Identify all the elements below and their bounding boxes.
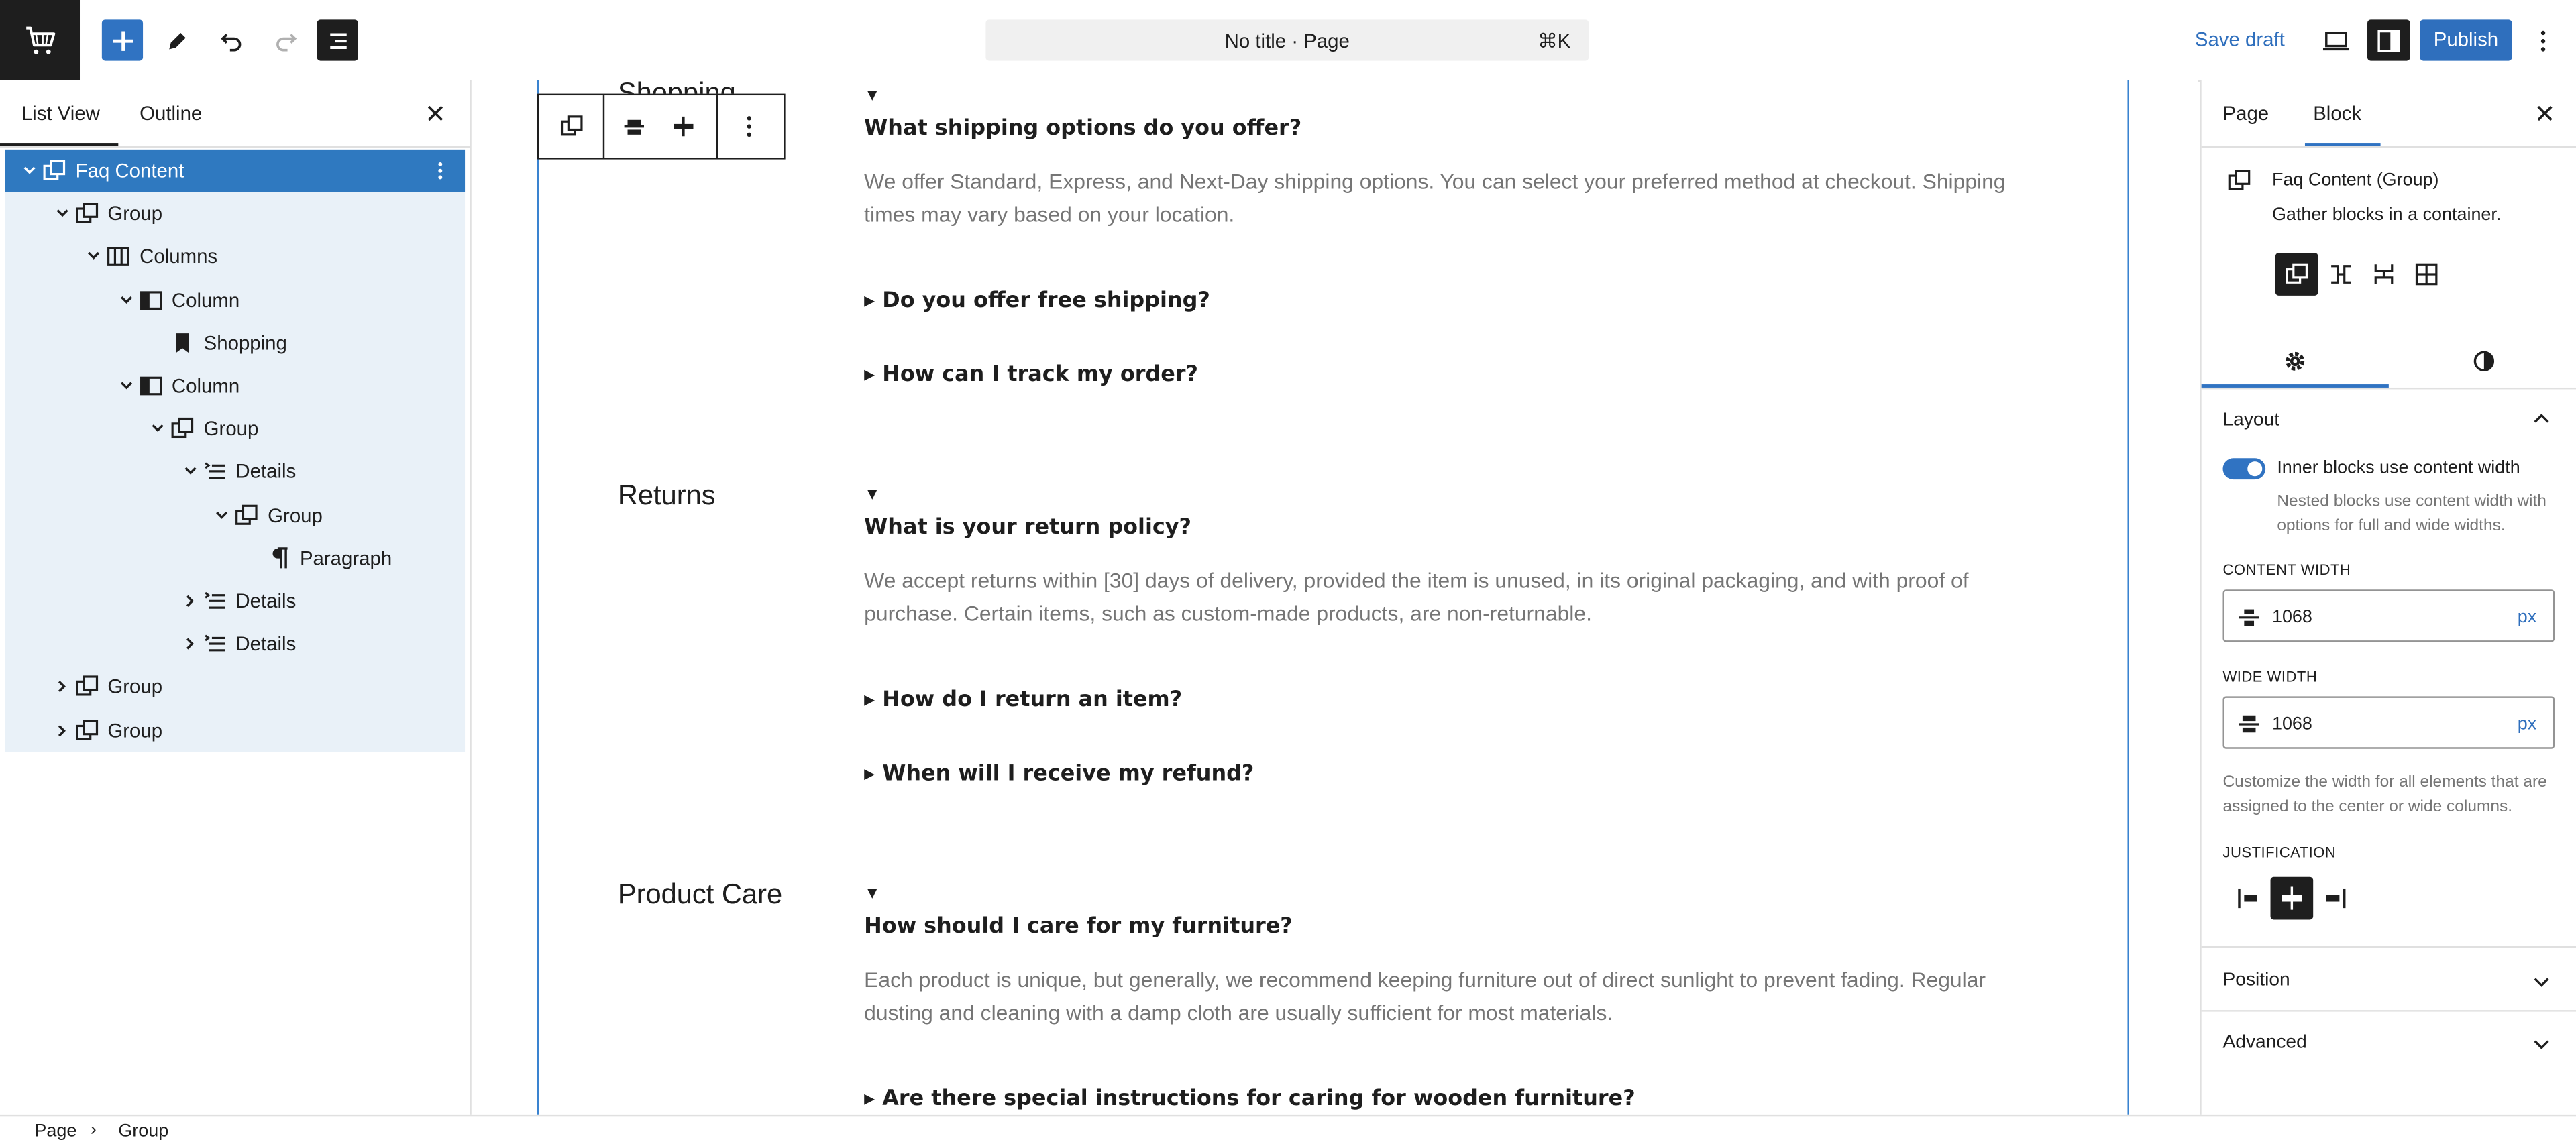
- settings-sidebar: [2200, 80, 2576, 1115]
- details-open-marker[interactable]: ▼: [864, 87, 881, 105]
- settings-sidebar-icon[interactable]: [2367, 19, 2410, 60]
- breadcrumb-item[interactable]: Page: [34, 1121, 77, 1142]
- chevron-down-icon[interactable]: [54, 206, 70, 222]
- wide-width-label: WIDE WIDTH: [2222, 668, 2318, 685]
- list-view-row[interactable]: [5, 365, 465, 408]
- list-view-row[interactable]: [5, 494, 465, 536]
- list-view-row-label: Group: [268, 503, 323, 527]
- faq-answer[interactable]: We accept returns within [30] days of delivery, provided the item is unused, in its original packaging, and with proof of purchase. Certain items, such as custom-made products, are non-returnable.: [864, 568, 1969, 625]
- document-overview-list-icon[interactable]: [317, 19, 358, 60]
- content-width-input[interactable]: [2222, 589, 2555, 642]
- list-view-row-label: Details: [235, 632, 297, 656]
- chevron-down-icon[interactable]: [85, 249, 101, 265]
- tab-page[interactable]: Page: [2222, 101, 2269, 125]
- section-heading-returns[interactable]: Returns: [617, 479, 716, 511]
- preview-desktop-icon[interactable]: [2315, 19, 2356, 60]
- variation-row-icon[interactable]: [2320, 253, 2363, 296]
- justify-left-icon[interactable]: [2228, 877, 2271, 920]
- faq-question[interactable]: What shipping options do you offer?: [864, 116, 1302, 141]
- tab-list-view[interactable]: List View: [21, 101, 100, 125]
- tools-pencil-icon[interactable]: [156, 19, 197, 60]
- command-palette-title[interactable]: [985, 19, 1589, 60]
- faq-question-text: How can I track my order?: [882, 363, 1199, 388]
- block-options-more-icon[interactable]: [716, 95, 782, 158]
- list-view-row[interactable]: [5, 709, 465, 752]
- chevron-down-icon[interactable]: [117, 292, 133, 308]
- chevron-down-icon[interactable]: [150, 420, 166, 437]
- bookmark-icon: [171, 331, 194, 354]
- list-view-row-label: Details: [235, 589, 297, 613]
- list-view-row-label: Column: [171, 288, 240, 312]
- list-view-row[interactable]: [5, 408, 465, 451]
- chevron-right-icon[interactable]: [54, 722, 70, 738]
- list-view-row[interactable]: [5, 278, 465, 321]
- list-view-row[interactable]: [5, 150, 465, 192]
- wide-width-value: 1068: [2271, 714, 2312, 734]
- list-view-row-label: Group: [203, 417, 259, 441]
- editor-canvas[interactable]: [472, 80, 2198, 1115]
- faq-question-text: When will I receive my refund?: [882, 762, 1254, 787]
- variation-grid-icon[interactable]: [2405, 253, 2448, 296]
- block-tree: [5, 150, 465, 752]
- justification-label: JUSTIFICATION: [2222, 844, 2337, 861]
- list-view-row-label: Group: [107, 675, 163, 699]
- redo-icon[interactable]: [264, 19, 305, 60]
- list-view-row[interactable]: [5, 451, 465, 494]
- faq-question-text: How do I return an item?: [882, 688, 1183, 713]
- list-view-row-label: Shopping: [203, 331, 287, 355]
- chevron-down-icon[interactable]: [182, 464, 198, 480]
- faq-question-collapsed[interactable]: ▸ When will I receive my refund?: [864, 762, 1254, 787]
- list-view-row[interactable]: [5, 579, 465, 622]
- close-icon[interactable]: [2533, 102, 2556, 125]
- details-icon: [203, 632, 225, 655]
- list-view-row-label: Paragraph: [299, 547, 392, 570]
- group-icon: [74, 719, 97, 742]
- list-view-row[interactable]: [5, 623, 465, 666]
- close-icon[interactable]: [424, 102, 447, 125]
- layout-panel-title[interactable]: Layout: [2222, 410, 2280, 431]
- details-open-marker[interactable]: ▼: [864, 885, 881, 903]
- chevron-right-icon[interactable]: [54, 679, 70, 695]
- block-card-description: Gather blocks in a container.: [2271, 205, 2502, 225]
- block-type-group-icon[interactable]: [539, 95, 604, 158]
- details-open-marker[interactable]: ▼: [864, 485, 881, 504]
- faq-question-collapsed[interactable]: ▸ How do I return an item?: [864, 688, 1183, 713]
- variation-group-icon[interactable]: [2275, 253, 2318, 296]
- block-toolbar: [537, 94, 786, 160]
- details-icon: [203, 589, 225, 612]
- justify-center-icon[interactable]: [2271, 877, 2314, 920]
- group-icon: [74, 675, 97, 698]
- editor-header: [0, 0, 2576, 82]
- list-view-row-label: Details: [235, 460, 297, 483]
- faq-answer[interactable]: Each product is unique, but generally, we recommend keeping furniture out of direct sunlight to prevent fading. Regular dusting and cleaning with a damp cloth are usually sufficient for most materials.: [864, 967, 1986, 1024]
- content-width-toggle[interactable]: [2222, 458, 2265, 479]
- wide-width-input[interactable]: [2222, 696, 2555, 748]
- unit-select[interactable]: px: [2517, 608, 2537, 628]
- settings-gear-icon[interactable]: [2202, 337, 2389, 386]
- width-help: Customize the width for all elements that are assigned to the center or wide columns.: [2222, 773, 2547, 817]
- divider: [2202, 946, 2576, 948]
- group-icon: [235, 504, 258, 526]
- publish-button[interactable]: Publish: [2420, 19, 2512, 60]
- site-logo-cart-icon[interactable]: [0, 0, 80, 80]
- list-view-row-label: Faq Content: [75, 159, 184, 182]
- toggle-label: Inner blocks use content width: [2277, 458, 2520, 478]
- faq-question-collapsed[interactable]: ▸ Do you offer free shipping?: [864, 289, 1210, 314]
- list-view-row-label: Column: [171, 374, 240, 398]
- chevron-right-icon: ›: [90, 1120, 97, 1140]
- list-view-row-label: Columns: [140, 245, 218, 269]
- list-view-row[interactable]: [5, 322, 465, 365]
- styles-half-circle-icon[interactable]: [2389, 337, 2576, 386]
- tab-block[interactable]: Block: [2313, 101, 2362, 125]
- chevron-right-icon[interactable]: [182, 636, 198, 652]
- unit-select[interactable]: px: [2517, 714, 2537, 734]
- justify-stretch-icon[interactable]: [659, 95, 708, 158]
- chevron-right-icon[interactable]: [182, 593, 198, 609]
- section-heading-product-care[interactable]: Product Care: [617, 878, 783, 910]
- faq-answer[interactable]: We offer Standard, Express, and Next-Day shipping options. You can select your preferred method at checkout. Shipping times may vary based on your location.: [864, 169, 2006, 226]
- document-title: No title · Page: [1224, 30, 1350, 53]
- justify-stretch-icon: [2238, 713, 2261, 736]
- row-options-more-vertical-icon[interactable]: [429, 160, 451, 182]
- chevron-down-icon[interactable]: [213, 507, 229, 523]
- divider: [2202, 1010, 2576, 1011]
- faq-question[interactable]: How should I care for my furniture?: [864, 915, 1293, 939]
- justification-group: [603, 95, 718, 158]
- content-width-label: CONTENT WIDTH: [2222, 561, 2351, 579]
- faq-question-collapsed[interactable]: ▸ How can I track my order?: [864, 363, 1199, 388]
- faq-question-collapsed[interactable]: ▸ Are there special instructions for caring for wooden furniture?: [864, 1087, 1635, 1112]
- list-view-row-label: Group: [107, 202, 163, 225]
- list-view-row-label: Group: [107, 718, 163, 742]
- group-icon: [171, 418, 194, 441]
- list-view-row[interactable]: [5, 192, 465, 235]
- shortcut-hint: ⌘K: [1538, 30, 1571, 53]
- tab-outline[interactable]: Outline: [140, 101, 203, 125]
- save-draft-button[interactable]: Save draft: [2194, 27, 2285, 51]
- group-icon: [74, 203, 97, 225]
- justify-right-icon[interactable]: [2313, 877, 2356, 920]
- columns-icon: [107, 245, 129, 268]
- faq-question[interactable]: What is your return policy?: [864, 515, 1191, 540]
- block-card-title: Faq Content (Group): [2271, 170, 2439, 191]
- list-view-row[interactable]: [5, 666, 465, 709]
- chevron-down-icon[interactable]: [2530, 970, 2553, 993]
- breadcrumb-item[interactable]: Group: [118, 1121, 169, 1142]
- column-icon: [139, 374, 162, 397]
- divider: [2202, 146, 2576, 148]
- justify-center-icon[interactable]: [610, 95, 659, 158]
- undo-icon[interactable]: [210, 19, 251, 60]
- justify-center-icon: [2238, 606, 2261, 629]
- content-width-value: 1068: [2271, 608, 2312, 628]
- advanced-panel-title[interactable]: Advanced: [2222, 1033, 2307, 1053]
- chevron-down-icon[interactable]: [117, 378, 133, 394]
- divider: [2202, 388, 2576, 389]
- chevron-down-icon[interactable]: [21, 162, 38, 178]
- chevron-down-icon[interactable]: [2530, 1033, 2553, 1055]
- list-view-panel: [0, 80, 472, 1115]
- variation-stack-icon[interactable]: [2363, 253, 2406, 296]
- block-breadcrumb: [0, 1115, 2576, 1146]
- list-view-row[interactable]: [5, 235, 465, 278]
- column-icon: [139, 288, 162, 311]
- add-block-plus-icon[interactable]: [102, 19, 143, 60]
- faq-question-text: Do you offer free shipping?: [882, 289, 1210, 314]
- divider: [0, 146, 470, 148]
- position-panel-title[interactable]: Position: [2222, 970, 2290, 990]
- group-icon: [43, 160, 66, 182]
- list-view-row[interactable]: [5, 536, 465, 579]
- chevron-up-icon[interactable]: [2530, 407, 2553, 430]
- toggle-help: Nested blocks use content width with options for full and wide widths.: [2277, 492, 2546, 536]
- group-block-icon: [2226, 168, 2252, 194]
- paragraph-icon: [267, 547, 290, 569]
- options-more-vertical-icon[interactable]: [2527, 19, 2560, 60]
- faq-question-text: Are there special instructions for caring for wooden furniture?: [882, 1087, 1635, 1112]
- details-icon: [203, 461, 225, 483]
